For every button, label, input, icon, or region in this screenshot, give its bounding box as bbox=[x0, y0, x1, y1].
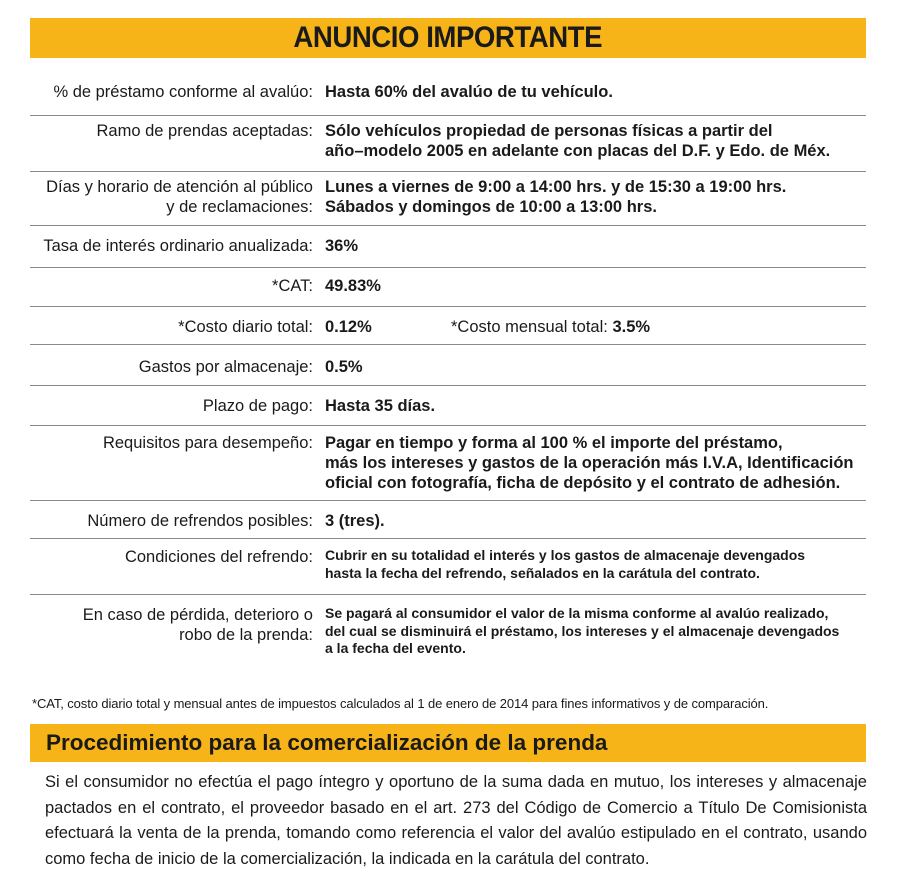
row-value: Sólo vehículos propiedad de personas físicas a partir del año–modelo 2005 en adelante con placas del D.F. y Edo. de Méx. bbox=[325, 122, 831, 160]
row-label: Ramo de prendas aceptadas: bbox=[96, 122, 313, 140]
table-row-refrendos bbox=[0, 501, 900, 539]
title-banner bbox=[30, 18, 866, 58]
row-label: Gastos por almacenaje: bbox=[138, 358, 313, 376]
row-label: % de préstamo conforme al avalúo: bbox=[53, 83, 313, 101]
table-row-tasa bbox=[0, 226, 900, 268]
table-row-ramo bbox=[0, 116, 900, 172]
page-title: ANUNCIO IMPORTANTE bbox=[293, 21, 603, 54]
row-value: 0.12% bbox=[325, 318, 372, 336]
row-value: Hasta 35 días. bbox=[325, 397, 436, 415]
row-label: *CAT: bbox=[272, 277, 313, 295]
row-label: En caso de pérdida, deterioro o robo de la prenda: bbox=[82, 606, 313, 644]
table-row-cat bbox=[0, 268, 900, 307]
table-row-costo bbox=[0, 307, 900, 345]
footnote: *CAT, costo diario total y mensual antes de impuestos calculados al 1 de enero de 2014 para fines informativos y de comparación. bbox=[32, 696, 769, 711]
procedure-title: Procedimiento para la comercialización de la prenda bbox=[46, 730, 608, 755]
table-row-perdida bbox=[0, 595, 900, 665]
row-value: Hasta 60% del avalúo de tu vehículo. bbox=[325, 83, 613, 101]
row-secondary-value: 3.5% bbox=[612, 318, 651, 336]
info-table bbox=[0, 74, 900, 665]
row-value: Pagar en tiempo y forma al 100 % el importe del préstamo, más los intereses y gastos de la operación más I.V.A, Identificación oficial con fotografía, ficha de depósito y el contrato de adhesión. bbox=[325, 434, 854, 492]
table-row-plazo bbox=[0, 386, 900, 426]
table-row-horario bbox=[0, 172, 900, 226]
row-value: 36% bbox=[325, 237, 359, 255]
row-value: 49.83% bbox=[325, 277, 381, 295]
row-label: Condiciones del refrendo: bbox=[124, 548, 313, 566]
row-label: *Costo diario total: bbox=[178, 318, 313, 336]
table-row-requisitos bbox=[0, 426, 900, 501]
row-label: Días y horario de atención al público y de reclamaciones: bbox=[46, 178, 313, 216]
row-label: Requisitos para desempeño: bbox=[102, 434, 313, 452]
row-secondary-label: *Costo mensual total: bbox=[451, 318, 608, 336]
row-value: Cubrir en su totalidad el interés y los gastos de almacenaje devengados hasta la fecha del refrendo, señalados en la carátula del contrato. bbox=[325, 547, 806, 581]
row-label: Plazo de pago: bbox=[202, 397, 313, 415]
row-value: 0.5% bbox=[325, 358, 363, 376]
table-row-prestamo bbox=[0, 74, 900, 116]
row-label: Número de refrendos posibles: bbox=[87, 512, 313, 530]
row-value: Lunes a viernes de 9:00 a 14:00 hrs. y de 15:30 a 19:00 hrs. Sábados y domingos de 10:00 a 13:00 hrs. bbox=[325, 178, 787, 216]
table-row-condiciones bbox=[0, 539, 900, 595]
row-value: Se pagará al consumidor el valor de la misma conforme al avalúo realizado, del cual se disminuirá el préstamo, los intereses y el almacenaje devengados a la fecha del evento. bbox=[325, 605, 840, 656]
row-value: 3 (tres). bbox=[325, 512, 385, 530]
row-label: Tasa de interés ordinario anualizada: bbox=[43, 237, 313, 255]
procedure-text: Si el consumidor no efectúa el pago íntegro y oportuno de la suma dada en mutuo, los intereses y almacenaje pactados en el contrato, el proveedor basado en el art. 273 del Código de Comercio a Título De Comisionista efectuará la venta de la prenda, tomando como referencia el valor del avalúo estipulado en el contrato, usando como fecha de inicio de la comercialización, la indicada en la carátula del contrato. bbox=[45, 773, 867, 868]
procedure-banner bbox=[30, 724, 866, 762]
table-row-almacenaje bbox=[0, 345, 900, 386]
row-secondary bbox=[451, 317, 650, 337]
